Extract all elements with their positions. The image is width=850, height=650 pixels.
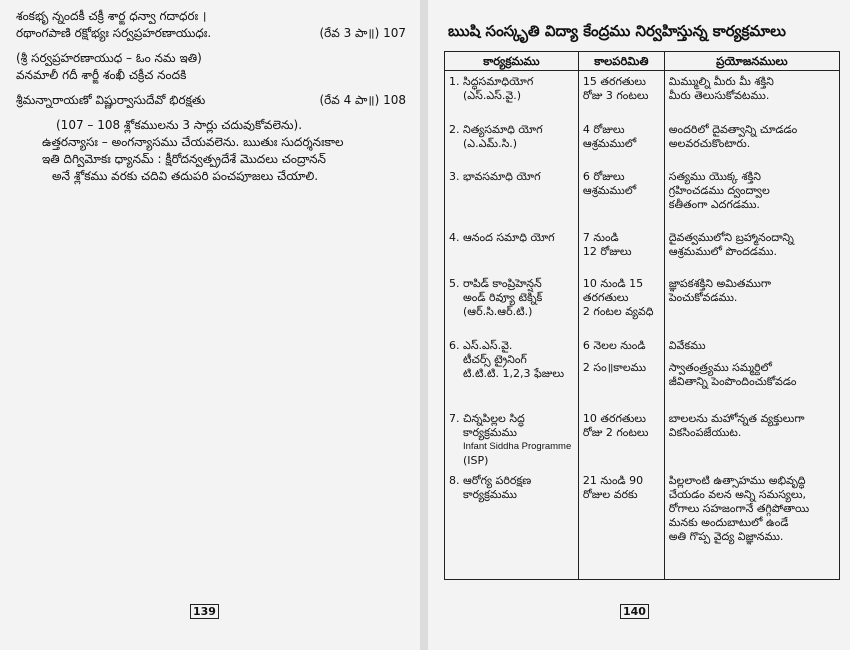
program-name-line: కార్యక్రమము — [463, 425, 517, 439]
duration-line: 10 తరగతులు — [582, 411, 646, 425]
duration-line: రోజు 2 గంటలు — [582, 425, 649, 439]
benefit-line: బాలలను మహోన్నత వ్యక్తులుగా — [668, 411, 805, 425]
mantra-line: (శ్రీ సర్వప్రహరణాయుధ – ఓం నమ ఇతి) — [16, 51, 202, 65]
verse-line: రథాంగపాణి రక్షోభ్యః సర్వప్రహరణాయుధః. (రేవ 3 పా॥) 107 — [16, 26, 406, 40]
instruction-line: ఇతి దిగ్విమోకః ధ్యానమ్ : క్షీరోదన్వత్ప్రదేశే మొదలు చంద్రానన్ — [42, 152, 326, 166]
page-number: 139 — [190, 604, 219, 619]
benefit-line: సత్యము యొక్క శక్తిని — [668, 169, 761, 183]
program-cell — [445, 335, 579, 408]
column-header: కార్యక్రమము — [445, 52, 579, 71]
duration-line: 2 సం॥కాలము — [582, 360, 647, 374]
duration-line: 7 నుండి — [582, 230, 619, 244]
benefit-line: స్వాతంత్ర్యము సమ్మర్దిలో — [668, 360, 772, 374]
program-name-line: (ఆర్.సి.ఆర్.టి.) — [463, 304, 533, 318]
duration-cell — [578, 470, 664, 580]
program-name-line: 2. నిత్యసమాధి యోగ — [449, 122, 543, 136]
duration-line: 21 నుండి 90 — [582, 473, 644, 487]
row-number: 2. — [449, 122, 460, 136]
program-name-line: (ISP) — [463, 453, 489, 467]
duration-line: 2 గంటల వ్యవధి — [582, 304, 654, 318]
duration-line: 4 రోజులు — [582, 122, 625, 136]
table-row — [445, 166, 840, 227]
program-name-line: కార్యక్రమము — [463, 487, 517, 501]
verse-line: శంకభృ న్నందకీ చక్రీ శార్ఙ ధన్వా గదాధరః । — [16, 9, 207, 23]
left-page — [0, 0, 420, 650]
program-cell — [445, 273, 579, 335]
benefit-cell — [664, 273, 839, 335]
benefit-line: చేయడం వలన అన్ని సమస్యలు, — [668, 487, 806, 501]
instruction-line: అనే శ్లోకము వరకు చదివి తదుపరి పంచపూజలు చేయాలి. — [52, 169, 319, 183]
page-title: ఋషి సంస్కృతి విద్యా కేంద్రము నిర్వహిస్తున్న కార్యక్రమాలు — [448, 22, 786, 40]
benefit-cell — [664, 408, 839, 470]
benefit-line: వికసింపజేయుట. — [668, 425, 742, 439]
benefit-line: కతీతంగా ఎదగడము. — [668, 197, 760, 211]
benefit-line: వివేకము — [668, 338, 706, 352]
duration-line: ఆశ్రమములో — [582, 136, 637, 150]
verse-line: శ్రీమన్నారాయణో విష్ణుర్వాసుదేవో భిరక్షతు (రేవ 4 పా॥) 108 — [16, 93, 406, 107]
benefit-line: గ్రహించడము ద్వంద్వాల — [668, 183, 770, 197]
program-cell — [445, 408, 579, 470]
benefit-line: జ్ఞాపకశక్తిని అమితముగా — [668, 276, 772, 290]
benefit-cell — [664, 470, 839, 580]
benefit-cell — [664, 71, 839, 119]
program-cell — [445, 227, 579, 273]
duration-line: రోజుల వరకు — [582, 487, 638, 501]
benefit-line: అతి గొప్ప వైద్య విజ్ఞానము. — [668, 529, 784, 543]
verse-ref: (రేవ 4 పా॥) 108 — [319, 93, 406, 107]
table-row — [445, 408, 840, 470]
program-cell — [445, 71, 579, 119]
benefit-line: జీవితాన్ని పెంపొందించుకోవడం — [668, 374, 797, 388]
duration-cell — [578, 119, 664, 166]
duration-line: తరగతులు — [582, 290, 629, 304]
benefit-cell — [664, 119, 839, 166]
table-header-row — [445, 52, 840, 71]
program-name-line: 3. భావసమాధి యోగ — [449, 169, 541, 183]
row-number: 8. — [449, 473, 460, 487]
benefit-line — [669, 353, 835, 361]
duration-cell — [578, 166, 664, 227]
benefit-line: పిల్లలాంటి ఉత్సాహము అభివృద్ధి — [668, 473, 806, 487]
duration-cell — [578, 71, 664, 119]
duration-line: 12 రోజులు — [582, 244, 632, 258]
program-name-line: 7. చిన్నపిల్లల సిద్ధ — [449, 411, 525, 425]
duration-line — [583, 353, 660, 361]
program-name-line: Infant Siddha Programme — [463, 440, 572, 452]
instruction-line: ఉత్తరన్యాసః – అంగన్యాసము చేయవలెను. ఋతుః సుదర్శనఃకాల — [42, 135, 344, 149]
row-number: 1. — [449, 75, 460, 88]
duration-cell — [578, 227, 664, 273]
benefit-cell — [664, 227, 839, 273]
right-page — [428, 0, 850, 650]
column-header: ప్రయోజనములు — [664, 52, 839, 71]
row-number: 5. — [449, 276, 460, 290]
duration-cell — [578, 273, 664, 335]
benefit-line: దైవత్వములోని బ్రహ్మానందాన్ని — [668, 230, 794, 244]
column-header: కాలపరిమితి — [578, 52, 664, 71]
table-row — [445, 273, 840, 335]
verse-ref: (రేవ 3 పా॥) 107 — [319, 26, 406, 40]
table-row — [445, 335, 840, 408]
duration-line: 6 నెలల నుండి — [582, 338, 646, 352]
book-gutter — [420, 0, 428, 650]
table-row — [445, 227, 840, 273]
benefit-line: ఆశ్రమములో పొందడము. — [668, 244, 777, 258]
table-row — [445, 470, 840, 580]
program-name-line: 8. ఆరోగ్య పరిరక్షణ — [449, 473, 532, 487]
row-number: 6. — [449, 338, 460, 352]
table-row — [445, 71, 840, 119]
benefit-line: రోగాలు సహజంగానే తగ్గిపోతాయి — [668, 501, 810, 515]
benefit-line: మీరు తెలుసుకోవటము. — [668, 89, 770, 102]
row-number: 7. — [449, 411, 460, 425]
left-page-text — [16, 8, 406, 185]
program-name-line: 5. రాపిడ్ కాంప్రిహెన్షన్ — [449, 276, 542, 290]
program-cell — [445, 119, 579, 166]
programs-table — [444, 51, 840, 580]
benefit-line: పెంచుకోవడము. — [668, 290, 738, 304]
benefit-line: అందరిలో దైవత్వాన్ని చూడడం — [668, 122, 798, 136]
mantra-line: వనమాలీ గదీ శార్ఙీ శంఖీ చక్రీచ నందకి — [16, 68, 187, 82]
duration-cell — [578, 408, 664, 470]
table-row — [445, 119, 840, 166]
benefit-cell — [664, 335, 839, 408]
duration-line: 6 రోజులు — [582, 169, 625, 183]
program-name-line: 4. ఆనంద సమాధి యోగ — [449, 230, 555, 244]
program-name-line: అండ్ రివ్యూ టెక్నిక్ — [463, 290, 543, 304]
program-name-line: (ఎస్.ఎస్.వై.) — [463, 89, 521, 102]
program-name-line: టి.టి.టి. 1,2,3 ఫేజులు — [463, 366, 565, 380]
row-number: 4. — [449, 230, 460, 244]
program-name-line: 1. సిద్ధసమాధియోగ — [449, 75, 534, 88]
duration-line: 15 తరగతులు — [582, 75, 646, 88]
program-name-line: 6. ఎస్.ఎస్.వై. — [449, 338, 513, 352]
instruction-line: (107 – 108 శ్లోకములను 3 సార్లు చదువుకోవలెను). — [56, 118, 303, 132]
program-name-line: టీచర్స్ ట్రైనింగ్ — [463, 352, 527, 366]
program-name-line: (ఎ.ఎమ్.సి.) — [463, 136, 518, 150]
row-number: 3. — [449, 169, 460, 183]
duration-line: ఆశ్రమములో — [582, 183, 637, 197]
duration-cell — [578, 335, 664, 408]
program-cell — [445, 470, 579, 580]
benefit-line: మిమ్ముల్ని మీరు మీ శక్తిని — [668, 75, 774, 88]
benefit-cell — [664, 166, 839, 227]
benefit-line: అలవరచుకొంటారు. — [668, 136, 751, 150]
duration-line: రోజు 3 గంటలు — [582, 89, 649, 102]
benefit-line: మనకు అందుబాటులో ఉండే — [668, 515, 789, 529]
program-cell — [445, 166, 579, 227]
page-number: 140 — [620, 604, 649, 619]
duration-line: 10 నుండి 15 — [582, 276, 644, 290]
